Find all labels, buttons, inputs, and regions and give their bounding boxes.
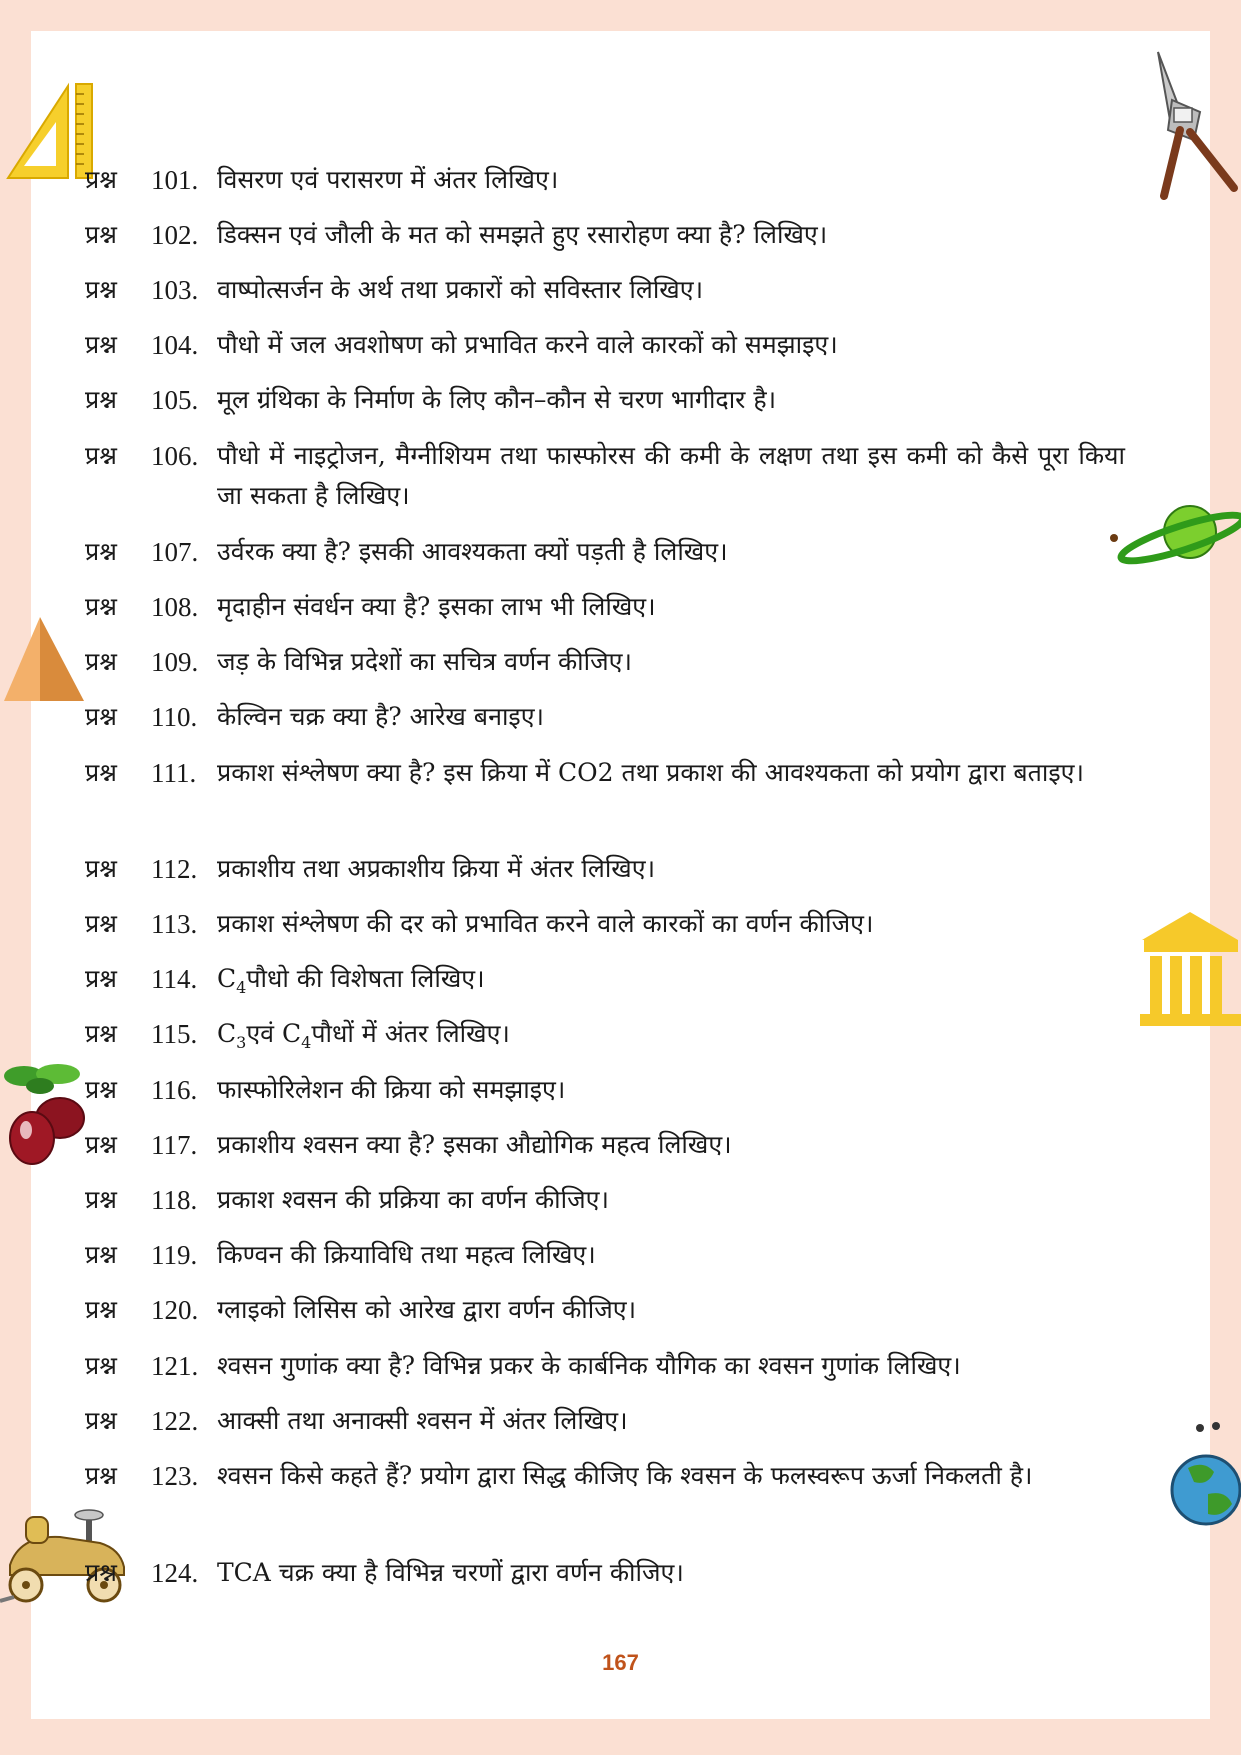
question-103 [85,270,1125,310]
question-number: 101. [151,165,199,195]
question-number: 104. [151,330,199,360]
question-102 [85,215,1125,255]
question-label: प्रश्न [85,1185,117,1214]
question-124 [85,1553,1125,1593]
question-text: किण्वन की क्रियाविधि तथा महत्व लिखिए। [217,1240,596,1269]
question-number: 103. [151,275,199,305]
question-104 [85,325,1125,365]
question-number: 112. [151,854,198,884]
question-label: प्रश्न [85,647,117,676]
question-label: प्रश्न [85,1130,117,1159]
question-number: 111. [151,758,197,788]
question-number: 107. [151,537,199,567]
question-text: $C_3एवं$ $C_4पौधों$ में अंतर लिखिए। [217,1019,510,1052]
question-text: जड़ के विभिन्न प्रदेशों का सचित्र वर्णन कीजिए। [217,647,632,676]
question-text: फास्फोरिलेशन की क्रिया को समझाइए। [217,1075,566,1104]
question-label: प्रश्न [85,758,117,787]
question-number: 109. [151,647,199,677]
question-number: 102. [151,220,199,250]
question-101 [85,160,1125,200]
question-116 [85,1070,1125,1110]
question-115 [85,1014,1125,1063]
question-text: प्रकाश संश्लेषण की दर को प्रभावित करने वाले कारकों का वर्णन कीजिए। [217,909,874,938]
question-number: 119. [151,1240,198,1270]
question-number: 124. [151,1558,199,1588]
question-123 [85,1456,1125,1496]
question-label: प्रश्न [85,1558,117,1587]
question-text: श्वसन गुणांक क्या है? विभिन्न प्रकर के कार्बनिक यौगिक का श्वसन गुणांक लिखिए। [217,1351,961,1380]
question-text: श्वसन किसे कहते हैं? प्रयोग द्वारा सिद्ध कीजिए कि श्वसन के फलस्वरूप ऊर्जा निकलती है। [217,1461,1033,1490]
question-121 [85,1346,1125,1386]
question-113 [85,904,1125,944]
pyramid-icon [0,615,86,705]
question-text: केल्विन चक्र क्या है? आरेख बनाइए। [217,702,544,731]
question-label: प्रश्न [85,1240,117,1269]
question-108 [85,587,1125,627]
question-107 [85,532,1125,572]
question-label: प्रश्न [85,702,117,731]
question-118 [85,1180,1125,1220]
question-105 [85,380,1125,420]
question-label: प्रश्न [85,220,117,249]
question-text: प्रकाश श्वसन की प्रक्रिया का वर्णन कीजिए। [217,1185,609,1214]
question-number: 110. [151,702,198,732]
question-label: प्रश्न [85,330,117,359]
question-number: 106. [151,441,199,471]
question-110 [85,697,1125,737]
question-number: 118. [151,1185,198,1215]
question-number: 115. [151,1019,198,1049]
question-number: 116. [151,1075,198,1105]
planet-saturn-icon [1110,500,1241,570]
question-text: $C_4पौधो$ की विशेषता लिखिए। [217,964,485,997]
question-text: पौधो में नाइट्रोजन, मैग्नीशियम तथा फास्फोरस की कमी के लक्षण तथा इस कमी को कैसे पूरा किया जा सकता है लिखिए। [217,441,1125,510]
question-label: प्रश्न [85,385,117,414]
question-label: प्रश्न [85,1019,117,1048]
question-number: 105. [151,385,199,415]
question-text: पौधो में जल अवशोषण को प्रभावित करने वाले कारकों को समझाइए। [217,330,838,359]
question-text: ग्लाइको लिसिस को आरेख द्वारा वर्णन कीजिए। [217,1295,637,1324]
question-text: उर्वरक क्या है? इसकी आवश्यकता क्यों पड़ती है लिखिए। [217,537,728,566]
question-text: आक्सी तथा अनाक्सी श्वसन में अंतर लिखिए। [217,1406,628,1435]
question-label: प्रश्न [85,592,117,621]
question-label: प्रश्न [85,1461,117,1490]
question-106 [85,436,1125,516]
question-label: प्रश्न [85,1295,117,1324]
question-text: प्रकाश संश्लेषण क्या है? इस क्रिया में CO2 तथा प्रकाश की आवश्यकता को प्रयोग द्वारा बताइए। [217,758,1084,787]
question-label: प्रश्न [85,275,117,304]
question-label: प्रश्न [85,165,117,194]
question-112 [85,849,1125,889]
question-number: 114. [151,964,198,994]
question-text: डिक्सन एवं जौली के मत को समझते हुए रसारोहण क्या है? लिखिए। [217,220,828,249]
kidney-beans-plant-icon [2,1060,88,1170]
page-number: 167 [602,1650,639,1675]
question-number: 122. [151,1406,199,1436]
question-number: 123. [151,1461,199,1491]
pruning-shears-icon [1150,50,1240,200]
question-number: 108. [151,592,199,622]
question-text: मूल ग्रंथिका के निर्माण के लिए कौन–कौन से चरण भागीदार है। [217,385,777,414]
question-label: प्रश्न [85,441,117,470]
question-number: 113. [151,909,198,939]
question-114 [85,959,1125,1008]
question-111 [85,753,1125,793]
question-117 [85,1125,1125,1165]
question-text: TCA चक्र क्या है विभिन्न चरणों द्वारा वर्णन कीजिए। [217,1558,684,1587]
question-label: प्रश्न [85,1406,117,1435]
question-number: 121. [151,1351,199,1381]
question-text: वाष्पोत्सर्जन के अर्थ तथा प्रकारों को सविस्तार लिखिए। [217,275,704,304]
question-119 [85,1235,1125,1275]
question-text: विसरण एवं परासरण में अंतर लिखिए। [217,165,559,194]
question-text: मृदाहीन संवर्धन क्या है? इसका लाभ भी लिखिए। [217,592,656,621]
question-120 [85,1290,1125,1330]
question-label: प्रश्न [85,1075,117,1104]
question-number: 117. [151,1130,198,1160]
question-text: प्रकाशीय तथा अप्रकाशीय क्रिया में अंतर लिखिए। [217,854,656,883]
question-label: प्रश्न [85,537,117,566]
question-label: प्रश्न [85,854,117,883]
question-label: प्रश्न [85,1351,117,1380]
question-label: प्रश्न [85,964,117,993]
question-label: प्रश्न [85,909,117,938]
globe-earth-icon [1168,1420,1241,1530]
question-text: प्रकाशीय श्वसन क्या है? इसका औद्योगिक महत्व लिखिए। [217,1130,732,1159]
question-109 [85,642,1125,682]
greek-temple-icon [1140,910,1241,1030]
question-122 [85,1401,1125,1441]
question-number: 120. [151,1295,199,1325]
